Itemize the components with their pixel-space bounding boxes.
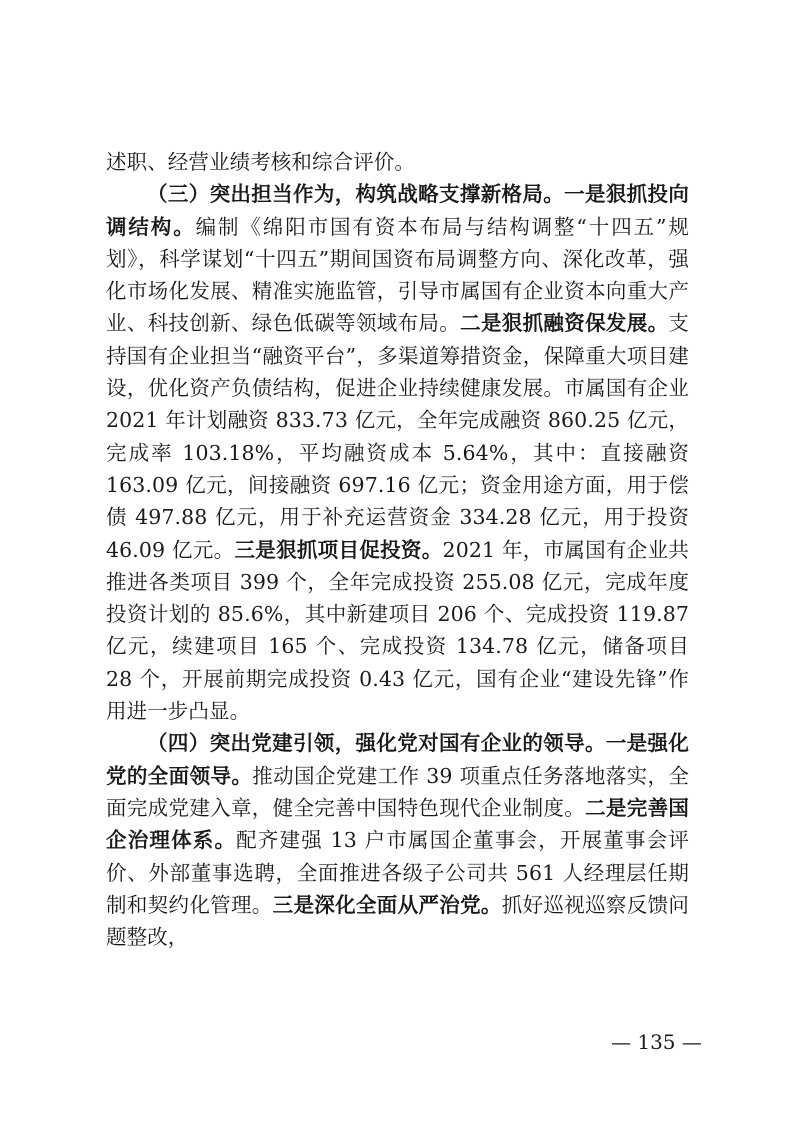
text-run: 推动国企党建工作 39 项重点任务落地落实，全面完成党建入章，健全完善中国特色现代企业制度。 [106,763,690,820]
text-run: 述职、经营业绩考核和综合评价。 [106,150,415,174]
text-run: 编制《绵阳市国有资本布局与结构调整“十四五”规划》，科学谋划“十四五”期间国资布局调整方向、深化改革，强化市场化发展、精准实施监管，引导市属国有企业资本向重大产业、科技创新、绿色低碳等领域布局。 [106,214,689,336]
paragraph [106,727,689,953]
paragraph [106,146,689,178]
bold-heading-run: 二是狠抓融资保发展。 [460,311,669,336]
text-run: 配齐建强 13 户市属国企董事会，开展董事会评价、外部董事选聘，全面推进各级子公司共 561 人经理层任期制和契约化管理。 [106,828,689,917]
text-run: 抓好巡视巡察反馈问题整改， [106,892,689,950]
bold-heading-run: （四）突出党建引领，强化党对国有企业的领导。一是强化党的全面领导。 [106,731,689,788]
document-body [106,146,689,953]
bold-heading-run: 三是深化全面从严治党。 [272,892,502,917]
paragraph [106,178,689,727]
text-run: 支持国有企业担当“融资平台”，多渠道筹措资金，保障重大项目建设，优化资产负债结构，促进企业持续健康发展。市属国有企业 2021 年计划融资 833.73 亿元，全年完成融资 860.25 亿元，完成率 103.18%，平均融资成本 5.64%，其中：直接融资 163.09 亿元，间接融资 697.16 亿元；资金用途方面，用于偿债 497.88 亿元，用于补充运营资金 334.28 亿元，用于投资 46.09 亿元。 [106,311,690,562]
bold-heading-run: 三是狠抓项目促投资。 [234,537,443,562]
bold-heading-run: （三）突出担当作为，构筑战略支撑新格局。一是狠抓投向调结构。 [106,182,689,239]
text-run: 2021 年，市属国有企业共推进各类项目 399 个，全年完成投资 255.08 亿元，完成年度投资计划的 85.6%，其中新建项目 206 个、完成投资 119.87 亿元，续建项目 165 个、完成投资 134.78 亿元，储备项目 28 个，开展前期完成投资 0.43 亿元，国有企业“建设先锋”作用进一步凸显。 [106,537,690,724]
bold-heading-run: 二是完善国企治理体系。 [106,795,689,853]
page-number: — 135 — [611,1030,702,1054]
